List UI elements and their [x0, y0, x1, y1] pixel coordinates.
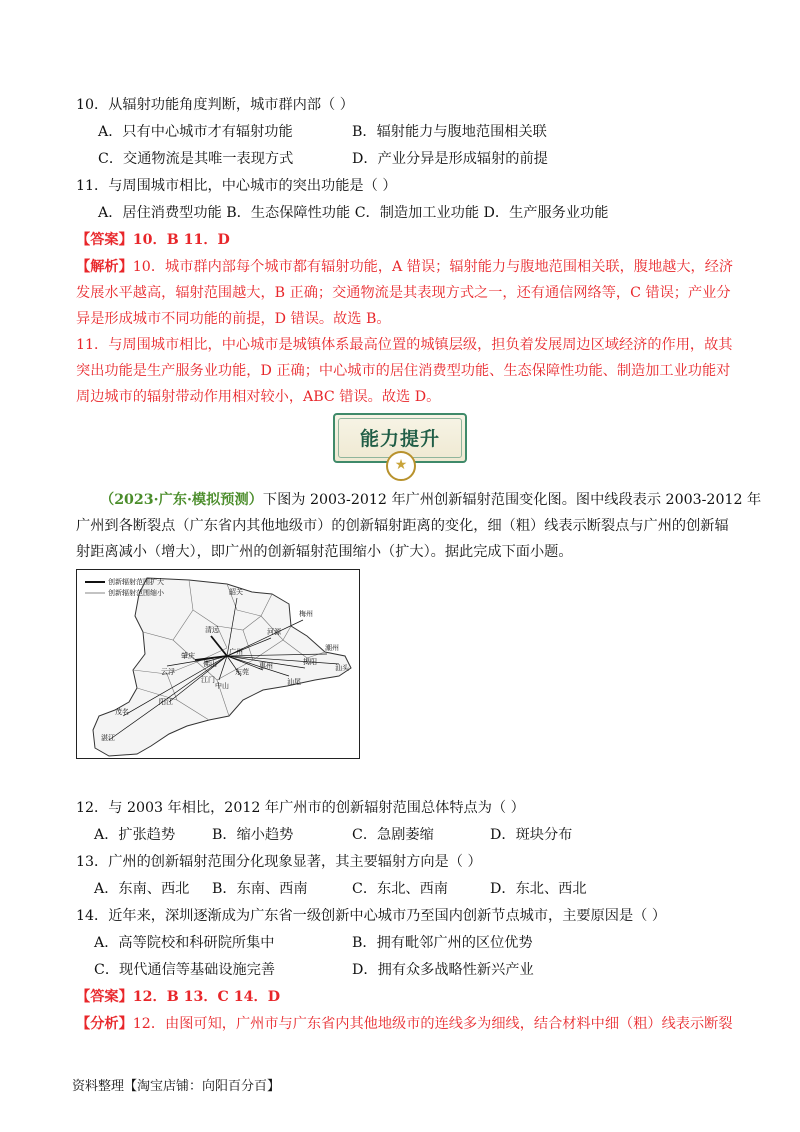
- material-source: （2023·广东·模拟预测）: [100, 492, 263, 508]
- analysis-text: 10．城市群内部每个城市都有辐射功能，A 错误；辐射能力与腹地范围相关联，腹地越大，经济: [132, 259, 734, 275]
- q13-stem: 13．广州的创新辐射范围分化现象显著，其主要辐射方向是（ ）: [76, 854, 482, 870]
- analysis-10-line-3: 异是形成城市不同功能的前提，D 错误。故选 B。: [76, 311, 391, 327]
- legend-expand: 创新辐射范围扩大: [108, 578, 164, 586]
- material-line-3: 射距离减小（增大），即广州的创新辐射范围缩小（扩大）。据此完成下面小题。: [76, 544, 573, 560]
- city-qingyuan: 清远: [205, 626, 219, 634]
- q14-option-b: B．拥有毗邻广州的区位优势: [352, 935, 533, 951]
- q12-option-a: A．扩张趋势: [94, 827, 176, 843]
- q14-option-d: D．拥有众多战略性新兴产业: [352, 962, 534, 978]
- material-line-2: 广州到各断裂点（广东省内其他地级市）的创新辐射距离的变化，细（粗）线表示断裂点与广州的创新辐: [76, 518, 729, 534]
- city-huizhou: 惠州: [259, 662, 273, 670]
- analysis-10-line-1: [76, 257, 733, 277]
- badge-label: 能力提升: [359, 428, 440, 450]
- city-foshan: 佛山: [203, 660, 217, 668]
- guangzhou-radiation-map: [76, 569, 360, 759]
- city-dongguan: 东莞: [235, 668, 249, 676]
- answer-text-2: 12．B 13．C 14．D: [132, 989, 281, 1005]
- city-zhongshan: 中山: [215, 682, 229, 690]
- analysis-11-line-2: 突出功能是生产服务业功能，D 正确；中心城市的居住消费型功能、生态保障性功能、制造加工业功能对: [76, 363, 731, 379]
- city-shaoguan: 韶关: [229, 588, 243, 596]
- q12-option-d: D．斑块分布: [490, 827, 573, 843]
- city-shantou: 汕头: [335, 664, 349, 672]
- answer-text: 10．B 11．D: [132, 232, 230, 248]
- answer-12-14: [76, 987, 280, 1007]
- q14-stem: 14．近年来，深圳逐渐成为广东省一级创新中心城市乃至国内创新节点城市，主要原因是（ ）: [76, 908, 667, 924]
- footer-note: 资料整理【淘宝店铺：向阳百分百】: [72, 1079, 281, 1094]
- q13-option-b: B．东南、西南: [212, 881, 308, 897]
- q12-option-b: B．缩小趋势: [212, 827, 294, 843]
- city-zhaoqing: 肇庆: [181, 652, 195, 660]
- material-line-1: [100, 490, 761, 510]
- legend-shrink: 创新辐射范围缩小: [108, 589, 164, 597]
- q13-option-a: A．东南、西北: [94, 881, 190, 897]
- analysis-11-line-3: 周边城市的辐射带动作用相对较小，ABC 错误。故选 D。: [76, 389, 441, 405]
- city-jiangmen: 江门: [201, 676, 215, 684]
- q12-stem: 12．与 2003 年相比，2012 年广州市的创新辐射范围总体特点为（ ）: [76, 800, 525, 816]
- material-text: 下图为 2003-2012 年广州创新辐射范围变化图。图中线段表示 2003-2012 年: [262, 492, 762, 508]
- city-guangzhou: 广州: [229, 648, 243, 656]
- q14-option-a: A．高等院校和科研院所集中: [94, 935, 275, 951]
- city-heyuan: 河源: [267, 628, 281, 636]
- analysis-11-line-1: 11．与周围城市相比，中心城市是城镇体系最高位置的城镇层级，担负着发展周边区域经济的作用，故其: [76, 337, 733, 353]
- analysis-12-line-1: [76, 1014, 733, 1034]
- answer-tag-2: 【答案】: [76, 989, 133, 1005]
- q11-stem: 11．与周围城市相比，中心城市的突出功能是（ ）: [76, 178, 397, 194]
- q10-option-c: C．交通物流是其唯一表现方式: [98, 151, 294, 167]
- analysis-tag-2: 【分析】: [76, 1016, 133, 1032]
- q10-option-d: D．产业分异是形成辐射的前提: [352, 151, 548, 167]
- q11-options: A．居住消费型功能 B．生态保障性功能 C．制造加工业功能 D．生产服务业功能: [98, 205, 609, 221]
- q10-option-a: A．只有中心城市才有辐射功能: [98, 124, 293, 140]
- city-jieyang: 揭阳: [303, 658, 317, 666]
- q13-option-c: C．东北、西南: [352, 881, 448, 897]
- q14-option-c: C．现代通信等基础设施完善: [94, 962, 276, 978]
- analysis-10-line-2: 发展水平越高，辐射范围越大，B 正确；交通物流是其表现方式之一，还有通信网络等，C 错误；产业分: [76, 285, 731, 301]
- q13-option-d: D．东北、西北: [490, 881, 587, 897]
- answer-tag: 【答案】: [76, 232, 133, 248]
- city-meizhou: 梅州: [299, 610, 313, 618]
- city-maoming: 茂名: [115, 708, 129, 716]
- city-chaozhou: 潮州: [325, 644, 339, 652]
- q10-stem: 10．从辐射功能角度判断，城市群内部（ ）: [76, 97, 354, 113]
- city-zhanjiang: 湛江: [101, 734, 115, 742]
- analysis-tag: 【解析】: [76, 259, 133, 275]
- city-yangjiang: 阳江: [159, 698, 173, 706]
- analysis-text-2: 12．由图可知，广州市与广东省内其他地级市的连线多为细线，结合材料中细（粗）线表示断裂: [132, 1016, 733, 1032]
- answer-10-11: [76, 230, 230, 250]
- city-shanwei: 汕尾: [287, 678, 301, 686]
- map-svg: [77, 570, 359, 758]
- section-badge: [333, 413, 467, 471]
- city-yunfu: 云浮: [161, 668, 175, 676]
- star-icon: ★: [386, 451, 416, 481]
- q10-option-b: B．辐射能力与腹地范围相关联: [352, 124, 547, 140]
- q12-option-c: C．急剧萎缩: [352, 827, 434, 843]
